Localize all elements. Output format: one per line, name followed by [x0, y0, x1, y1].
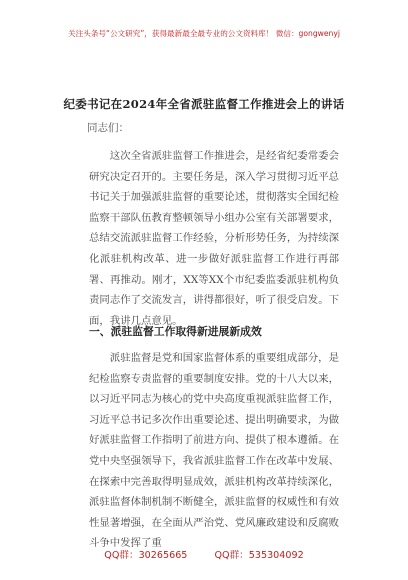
paragraph-section1: 派驻监督是党和国家监督体系的重要组成部分，是纪检监察专责监督的重要制度安排。党的十八大以来，以习近平同志为核心的党中央高度重视派驻监督工作，习近平总书记多次作出重要论述、提出明确要求，为做好派驻监督工作指明了前进方向、提供了根本遵循。在党中央坚强领导下，我省派驻监督工作在改革中发展、在探索中完善取得明显成效，派驻机构改革持续深化，派驻监督体制机制不断健全，派驻监督的权威性和有效性显著增强，在全面从严治党、党风廉政建设和反腐败斗争中发挥了重: [89, 352, 339, 550]
header-banner: 关注头条号“公文研究”，获得最新最全最专业的公文资料库！ 微信：gongwenyj: [68, 29, 340, 38]
footer-qq-group-2: QQ群：535304092: [214, 550, 304, 561]
paragraph-intro: 这次全省派驻监督工作推进会，是经省纪委常委会研究决定召开的。主要任务是，深入学习贯彻习近平总书记关于加强派驻监督的重要论述，贯彻落实全国纪检监察干部队伍教育整顿领导小组办公室有关部署要求，总结交流派驻监督工作经验，分析形势任务，为持续深化派驻机构改革、进一步做好派驻监督工作进行再部署、再推动。刚才，XX等XX个市纪委监委派驻机构负责同志作了交流发言，讲得都很好，听了很受启发。下面，我讲几点意见。: [89, 150, 339, 327]
document-title: 纪委书记在2024年全省派驻监督工作推进会上的讲话: [63, 97, 345, 111]
footer-contacts: [0, 547, 408, 561]
footer-qq-group-1: QQ群：30265665: [104, 550, 188, 561]
section-heading-1: 一、派驻监督工作取得新进展新成效: [89, 325, 262, 338]
salutation: 同志们：: [87, 122, 129, 134]
